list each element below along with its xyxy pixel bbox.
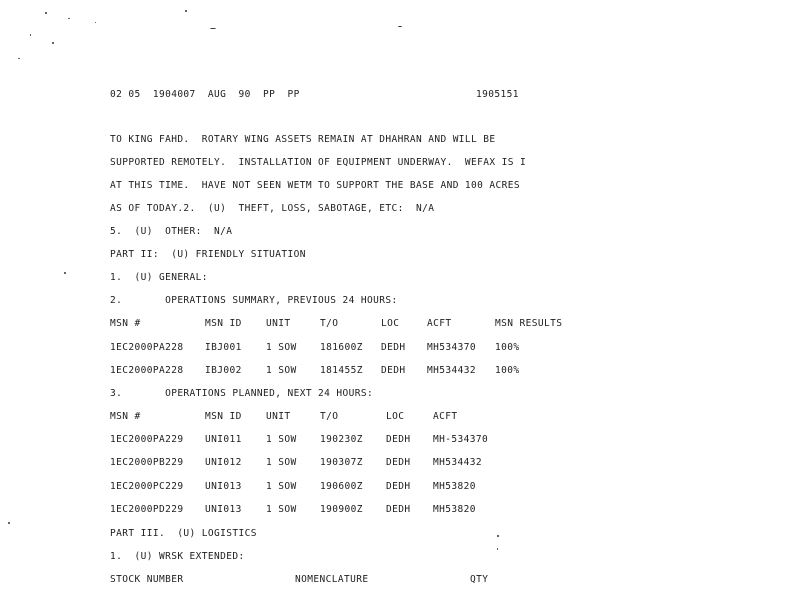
scan-speck [45,12,47,14]
scan-speck [8,522,10,524]
column-header: T/O [320,318,339,329]
table-cell: IBJ001 [205,342,242,353]
column-header: T/O [320,411,339,422]
column-header: MSN # [110,411,141,422]
table-cell: MH53820 [433,481,476,492]
scan-speck [210,28,216,29]
table-cell: 1EC2000PA228 [110,342,184,353]
table-cell: IBJ002 [205,365,242,376]
table-cell: 1 SOW [266,342,297,353]
table-cell: 190230Z [320,434,363,445]
scan-speck [52,42,54,44]
message-header-left: 02 05 1904007 AUG 90 PP PP [110,89,300,100]
column-header: ACFT [427,318,452,329]
table-cell: 190600Z [320,481,363,492]
column-header: LOC [386,411,405,422]
table-cell: 190900Z [320,504,363,515]
message-header-right: 1905151 [476,89,519,100]
scan-speck [30,34,31,36]
stock-number-header: STOCK NUMBER [110,574,184,585]
column-header: UNIT [266,411,291,422]
table-cell: MH534432 [427,365,476,376]
table-cell: MH53820 [433,504,476,515]
column-header: MSN ID [205,318,242,329]
table-cell: UNI013 [205,504,242,515]
body-line: AT THIS TIME. HAVE NOT SEEN WETM TO SUPPORT THE BASE AND 100 ACRES [110,180,521,191]
table-cell: 1 SOW [266,434,297,445]
body-line: SUPPORTED REMOTELY. INSTALLATION OF EQUIPMENT UNDERWAY. WEFAX IS I [110,157,527,168]
table-cell: UNI012 [205,457,242,468]
table-cell: UNI011 [205,434,242,445]
table-cell: 1EC2000PD229 [110,504,184,515]
scan-speck [68,18,70,19]
table-cell: 1 SOW [266,457,297,468]
scan-speck [398,26,402,27]
column-header: MSN # [110,318,141,329]
table-cell: 100% [495,342,520,353]
column-header: MSN ID [205,411,242,422]
table-cell: DEDH [386,481,411,492]
section-heading: 3. OPERATIONS PLANNED, NEXT 24 HOURS: [110,388,374,399]
table-cell: DEDH [381,365,406,376]
section-heading: 2. OPERATIONS SUMMARY, PREVIOUS 24 HOURS: [110,295,398,306]
table-cell: 100% [495,365,520,376]
table-cell: 1EC2000PC229 [110,481,184,492]
column-header: UNIT [266,318,291,329]
table-cell: DEDH [386,457,411,468]
table-cell: DEDH [386,434,411,445]
body-line: 5. (U) OTHER: N/A [110,226,233,237]
body-line: AS OF TODAY.2. (U) THEFT, LOSS, SABOTAGE, ETC: N/A [110,203,435,214]
table-cell: 1EC2000PA228 [110,365,184,376]
section-heading: PART III. (U) LOGISTICS [110,528,257,539]
scan-speck [64,272,66,274]
table-cell: 181600Z [320,342,363,353]
quantity-header: QTY [470,574,489,585]
table-cell: DEDH [381,342,406,353]
scan-speck [95,22,96,23]
table-cell: 1 SOW [266,504,297,515]
table-cell: UNI013 [205,481,242,492]
body-line: TO KING FAHD. ROTARY WING ASSETS REMAIN AT DHAHRAN AND WILL BE [110,134,496,145]
column-header: ACFT [433,411,458,422]
scan-speck [18,58,20,59]
table-cell: 1EC2000PA229 [110,434,184,445]
section-heading: PART II: (U) FRIENDLY SITUATION [110,249,306,260]
body-line: 1. (U) GENERAL: [110,272,208,283]
scan-speck [185,10,187,12]
nomenclature-header: NOMENCLATURE [295,574,369,585]
table-cell: 190307Z [320,457,363,468]
scan-speck [497,535,499,537]
table-cell: MH534370 [427,342,476,353]
scan-speck [497,548,498,550]
table-cell: 1EC2000PB229 [110,457,184,468]
table-cell: MH-534370 [433,434,489,445]
table-cell: 1 SOW [266,481,297,492]
body-line: 1. (U) WRSK EXTENDED: [110,551,245,562]
table-cell: DEDH [386,504,411,515]
column-header: MSN RESULTS [495,318,563,329]
table-cell: 181455Z [320,365,363,376]
column-header: LOC [381,318,400,329]
table-cell: 1 SOW [266,365,297,376]
table-cell: MH534432 [433,457,482,468]
